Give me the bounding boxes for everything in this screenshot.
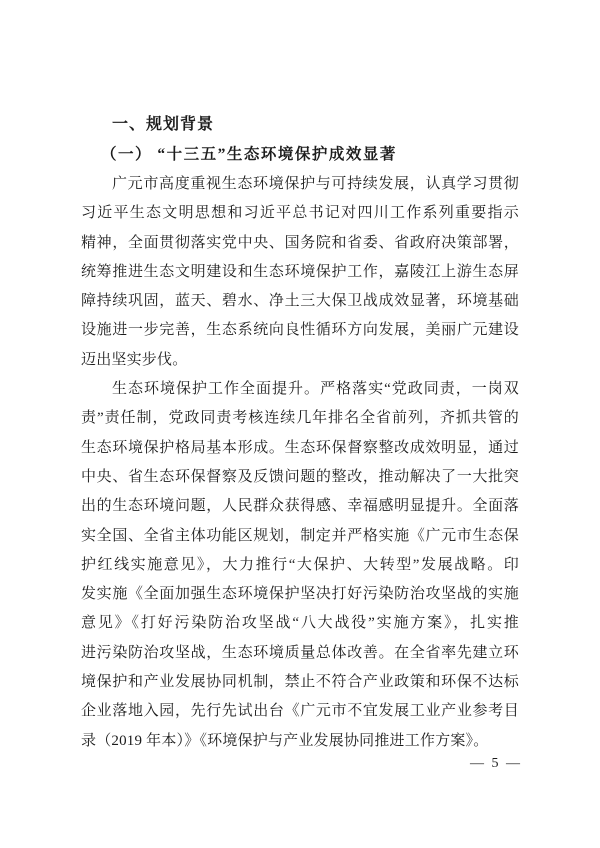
text-line: 进污染防治攻坚战，生态环境质量总体改善。在全省率先建立环 [81,644,519,661]
text-line: 迈出坚实步伐。 [81,351,188,368]
text-line: 企业落地入园，先行先试出台《广元市不宜发展工业产业参考目 [81,703,519,720]
document-content [81,110,519,756]
text-line: 境保护和产业发展协同机制，禁止不符合产业政策和环保不达标 [81,674,519,691]
text-line: 实全国、全省主体功能区规划，制定并严格实施《广元市生态保 [81,527,519,544]
text-line: 发实施《全面加强生态环境保护坚决打好污染防治攻坚战的实施 [81,586,519,603]
text-line: 生态环境保护格局基本形成。生态环保督察整改成效明显，通过 [81,439,519,456]
text-line: 意见》《打好污染防治攻坚战“八大战役”实施方案》，扎实推 [81,615,519,632]
paragraph-1 [81,170,519,375]
text-line: 障持续巩固，蓝天、碧水、净土三大保卫战成效显著，环境基础 [81,293,519,310]
text-line: 设施进一步完善，生态系统向良性循环方向发展，美丽广元建设 [81,322,519,339]
text-line: 习近平生态文明思想和习近平总书记对四川工作系列重要指示 [81,205,519,222]
text-line: 出的生态环境问题，人民群众获得感、幸福感明显提升。全面落 [81,498,519,515]
text-line: 责”责任制，党政同责考核连续几年排名全省前列，齐抓共管的 [81,410,519,427]
text-line: 录（2019 年本）》《环境保护与产业发展协同推进工作方案》。 [81,732,489,749]
paragraph-2 [81,375,519,756]
text-line: 广元市高度重视生态环境保护与可持续发展，认真学习贯彻 [112,176,519,192]
text-line: 精神，全面贯彻落实党中央、国务院和省委、省政府决策部署， [81,234,519,251]
text-line: 生态环境保护工作全面提升。严格落实“党政同责，一岗双 [112,381,519,398]
text-line: 统筹推进生态文明建设和生态环境保护工作，嘉陵江上游生态屏 [81,263,519,280]
text-line: 中央、省生态环保督察及反馈问题的整改，推动解决了一大批突 [81,468,519,485]
text-line: 护红线实施意见》，大力推行“大保护、大转型”发展战略。印 [81,556,519,573]
page-number: — 5 — [470,756,522,771]
subsection-heading: （一） “十三五”生态环境保护成效显著 [101,146,397,163]
section-heading: 一、规划背景 [112,116,215,133]
